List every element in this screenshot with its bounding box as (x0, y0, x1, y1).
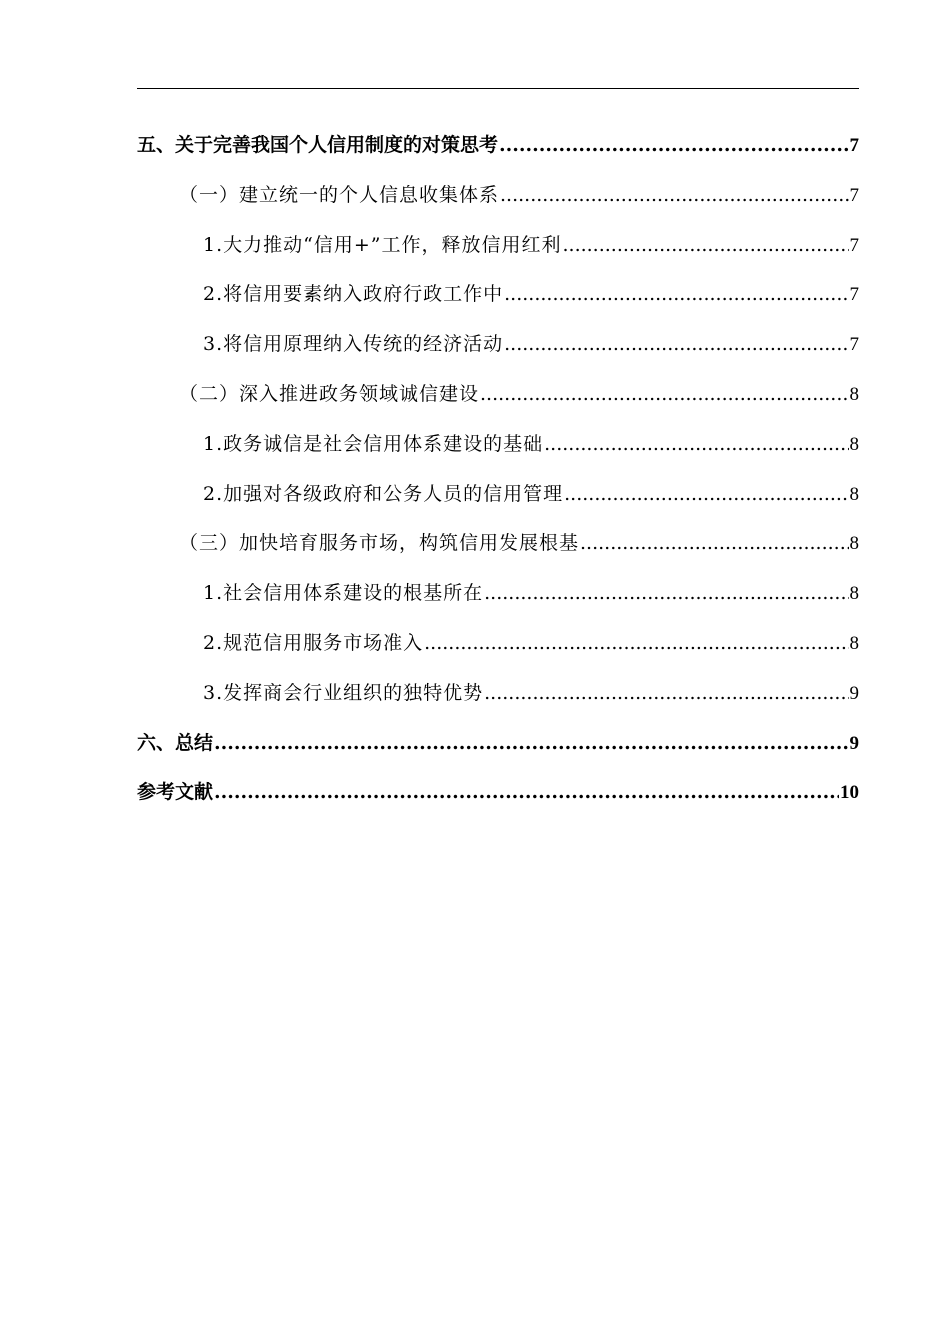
toc-entry-page: 9 (849, 682, 859, 704)
toc-dot-leader (504, 320, 848, 370)
toc-dot-leader (214, 719, 848, 769)
toc-entry-5-1-2[interactable] (137, 270, 859, 320)
toc-entry-page: 8 (849, 632, 859, 654)
toc-entry-5-3-2[interactable] (137, 619, 859, 669)
toc-dot-leader (544, 420, 848, 470)
toc-entry-page: 8 (849, 483, 859, 505)
toc-entry-page: 7 (849, 234, 859, 256)
toc-dot-leader (499, 121, 848, 171)
toc-entry-page: 8 (849, 383, 859, 405)
toc-dot-leader (484, 669, 848, 719)
toc-entry-5-2[interactable] (137, 370, 859, 420)
toc-entry-page: 7 (849, 334, 859, 356)
toc-dot-leader (580, 519, 848, 569)
toc-entry-5-1[interactable] (137, 171, 859, 221)
toc-entry-page: 8 (849, 533, 859, 555)
table-of-contents (137, 121, 859, 818)
toc-entry-5-2-2[interactable] (137, 470, 859, 520)
toc-entry-title: 3.将信用原理纳入传统的经济活动 (203, 333, 504, 356)
toc-entry-references[interactable] (137, 768, 859, 818)
toc-entry-page: 10 (840, 782, 859, 804)
toc-entry-page: 9 (849, 732, 859, 754)
toc-dot-leader (564, 470, 848, 520)
toc-entry-title: 1.政务诚信是社会信用体系建设的基础 (203, 432, 544, 455)
toc-entry-title: 1.社会信用体系建设的根基所在 (203, 582, 484, 605)
toc-entry-section-6[interactable] (137, 719, 859, 769)
toc-entry-title: 2.加强对各级政府和公务人员的信用管理 (203, 482, 564, 505)
toc-entry-title: 参考文献 (137, 781, 214, 804)
toc-entry-5-2-1[interactable] (137, 420, 859, 470)
toc-dot-leader (424, 619, 848, 669)
toc-dot-leader (480, 370, 848, 420)
toc-entry-5-3-3[interactable] (137, 669, 859, 719)
toc-dot-leader (484, 569, 848, 619)
toc-entry-title: 2.规范信用服务市场准入 (203, 631, 424, 654)
toc-entry-title: （二）深入推进政务领域诚信建设 (179, 382, 480, 405)
toc-dot-leader (500, 171, 848, 221)
toc-entry-title: （三）加快培育服务市场，构筑信用发展根基 (179, 532, 580, 555)
toc-entry-page: 8 (849, 433, 859, 455)
toc-entry-page: 7 (849, 284, 859, 306)
toc-entry-title: 3.发挥商会行业组织的独特优势 (203, 681, 484, 704)
toc-entry-5-3-1[interactable] (137, 569, 859, 619)
toc-entry-page: 7 (849, 184, 859, 206)
toc-entry-5-1-1[interactable] (137, 221, 859, 271)
header-rule (137, 88, 859, 89)
toc-entry-title: （一）建立统一的个人信息收集体系 (179, 183, 500, 206)
toc-dot-leader (504, 270, 848, 320)
toc-entry-title: 六、总结 (137, 731, 214, 754)
toc-entry-page: 7 (849, 135, 859, 156)
toc-entry-title: 1.大力推动“信用+”工作，释放信用红利 (203, 233, 562, 256)
toc-entry-section-5[interactable] (137, 121, 859, 171)
toc-entry-page: 8 (849, 583, 859, 605)
toc-entry-5-3[interactable] (137, 519, 859, 569)
toc-dot-leader (214, 768, 839, 818)
toc-entry-title: 2.将信用要素纳入政府行政工作中 (203, 283, 504, 306)
toc-entry-5-1-3[interactable] (137, 320, 859, 370)
toc-entry-title: 五、关于完善我国个人信用制度的对策思考 (137, 134, 499, 156)
toc-dot-leader (562, 221, 848, 271)
